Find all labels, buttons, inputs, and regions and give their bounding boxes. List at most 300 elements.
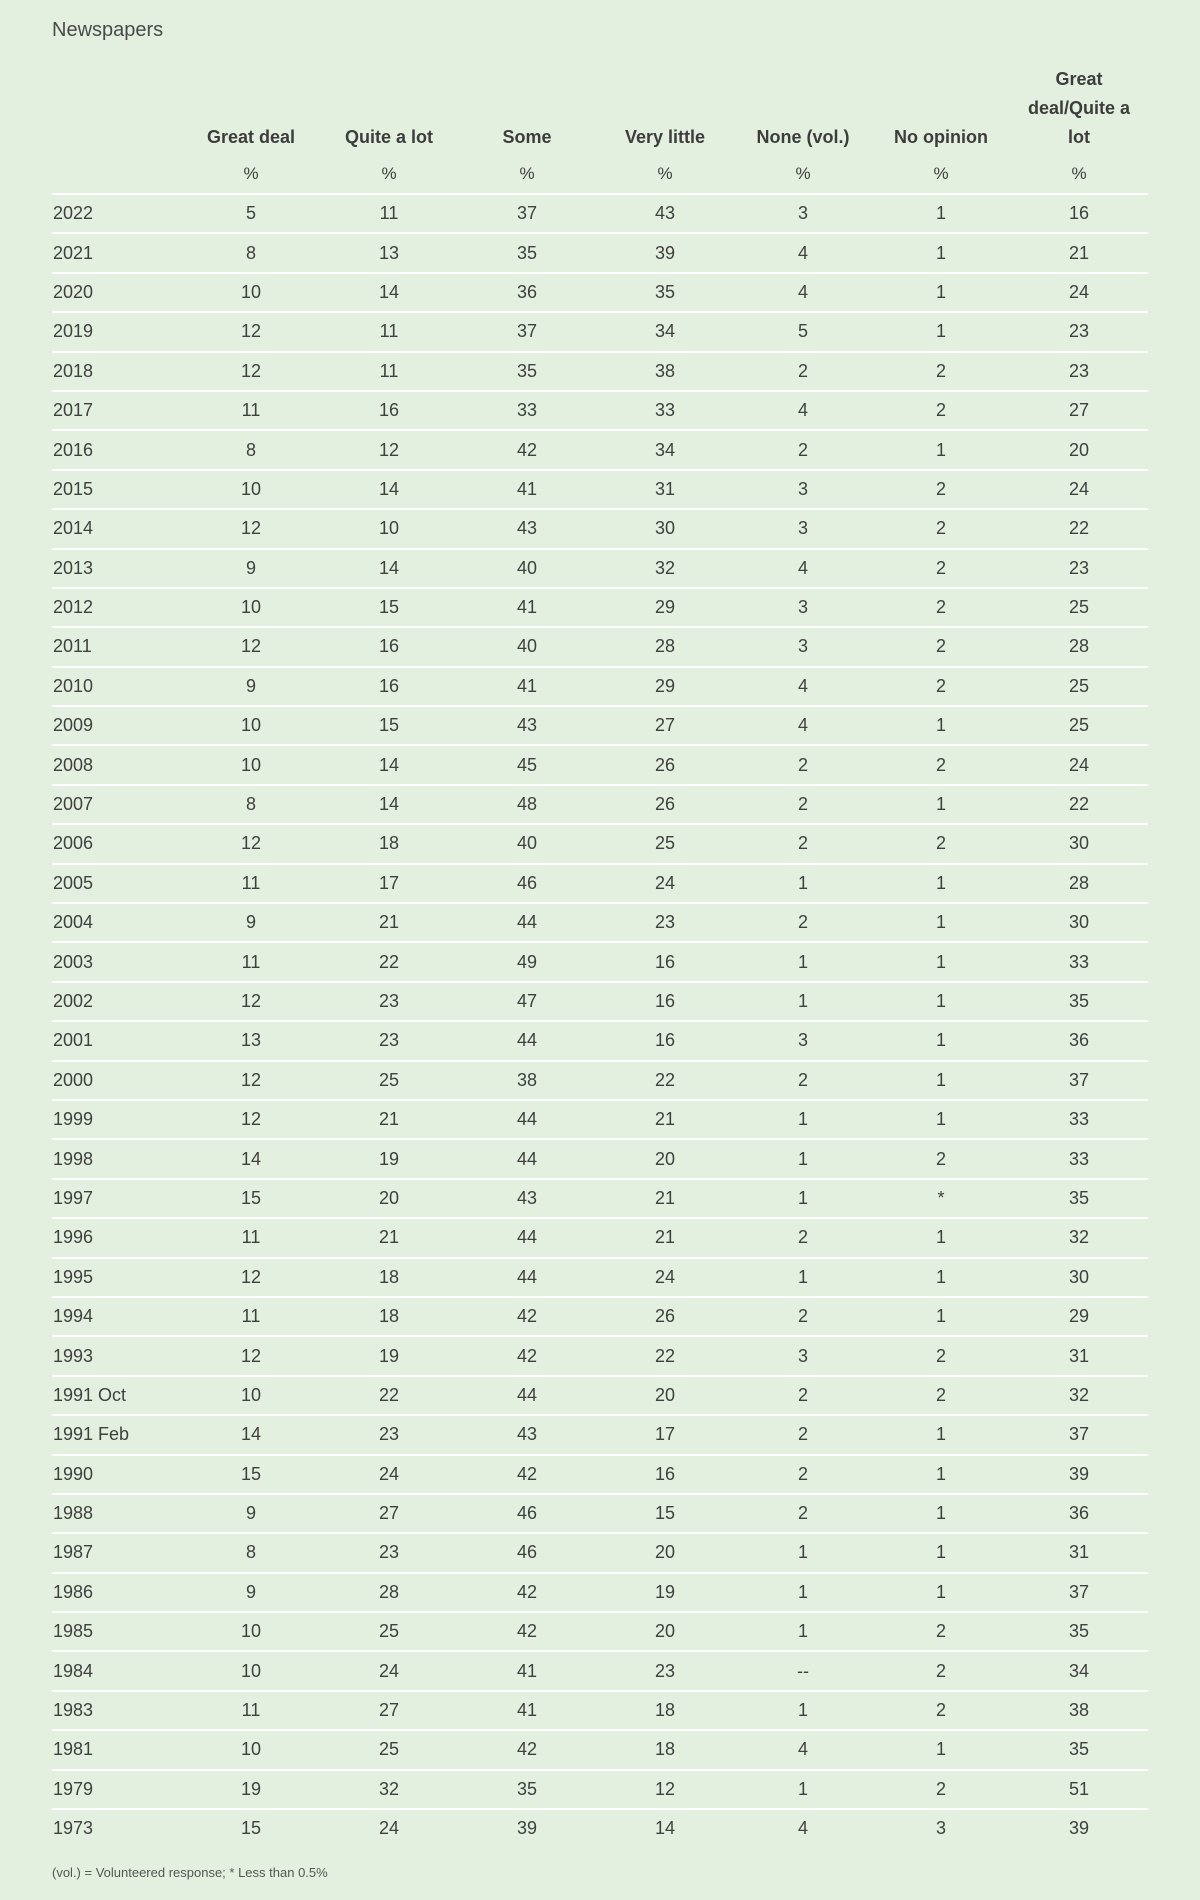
year-cell: 2018: [52, 352, 182, 391]
table-row: [52, 1770, 1148, 1809]
value-cell: 2: [734, 1494, 872, 1533]
value-cell: 39: [1010, 1455, 1148, 1494]
value-cell: 35: [1010, 1612, 1148, 1651]
value-cell: 29: [596, 667, 734, 706]
value-cell: 11: [182, 864, 320, 903]
value-cell: 22: [596, 1061, 734, 1100]
value-cell: 15: [182, 1179, 320, 1218]
year-cell: 1991 Oct: [52, 1376, 182, 1415]
value-cell: 1: [734, 864, 872, 903]
table-row: [52, 1809, 1148, 1847]
year-cell: 1973: [53, 1818, 94, 1839]
value-cell: 10: [182, 470, 320, 509]
value-cell: 8: [182, 1533, 320, 1572]
value-cell: 25: [320, 1730, 458, 1769]
value-cell: 26: [596, 1297, 734, 1336]
column-header: Great deal: [206, 127, 296, 147]
value-cell: 2: [872, 509, 1010, 548]
value-cell: 1: [734, 1612, 872, 1651]
value-cell: 2: [734, 1376, 872, 1415]
value-cell: 33: [1010, 1139, 1148, 1178]
table-header: [52, 64, 1148, 194]
table-row: [52, 824, 1148, 863]
value-cell: 12: [182, 312, 320, 351]
year-cell: 1981: [52, 1730, 182, 1769]
value-cell: 19: [182, 1770, 320, 1809]
value-cell: 10: [320, 509, 458, 548]
value-cell: 34: [1010, 1651, 1148, 1690]
year-cell: 2015: [52, 470, 182, 509]
value-cell: 39: [516, 1818, 538, 1839]
value-cell: 12: [596, 1770, 734, 1809]
value-cell: 4: [797, 1818, 808, 1839]
value-cell: 15: [240, 1818, 262, 1839]
value-cell: 1: [872, 1573, 1010, 1612]
value-cell: 40: [458, 549, 596, 588]
value-cell: 4: [734, 549, 872, 588]
value-cell: 44: [458, 1021, 596, 1060]
table-row: [52, 706, 1148, 745]
table-row: [52, 903, 1148, 942]
value-cell: 28: [1010, 627, 1148, 666]
value-cell: 35: [1010, 1179, 1148, 1218]
value-cell: 41: [458, 667, 596, 706]
value-cell: 2: [872, 549, 1010, 588]
year-cell: 1999: [52, 1100, 182, 1139]
value-cell: 18: [320, 1258, 458, 1297]
table-row: [52, 549, 1148, 588]
value-cell: 2: [872, 1376, 1010, 1415]
value-cell: 10: [182, 273, 320, 312]
value-cell: 1: [872, 1730, 1010, 1769]
unit-label: %: [596, 154, 734, 194]
column-header: [52, 64, 182, 154]
value-cell: 23: [320, 1021, 458, 1060]
value-cell: 14: [320, 785, 458, 824]
unit-row: [52, 154, 1148, 194]
value-cell: 37: [458, 194, 596, 233]
value-cell: 1: [872, 1415, 1010, 1454]
table-row: [52, 1258, 1148, 1297]
value-cell: 1: [872, 942, 1010, 981]
value-cell: 9: [182, 903, 320, 942]
unit-label: %: [734, 154, 872, 194]
value-cell: 35: [458, 233, 596, 272]
value-cell: 31: [1010, 1533, 1148, 1572]
value-cell: 14: [182, 1415, 320, 1454]
value-cell: 12: [182, 352, 320, 391]
value-cell: 29: [596, 588, 734, 627]
value-cell: 3: [734, 509, 872, 548]
value-cell: 43: [458, 509, 596, 548]
value-cell: 9: [182, 1494, 320, 1533]
value-cell: 3: [734, 627, 872, 666]
table-row: [52, 942, 1148, 981]
year-cell: 2010: [52, 667, 182, 706]
value-cell: 2: [734, 903, 872, 942]
year-cell: 2021: [52, 233, 182, 272]
value-cell: 14: [320, 273, 458, 312]
value-cell: 23: [1010, 352, 1148, 391]
value-cell: 1: [734, 1691, 872, 1730]
value-cell: 20: [320, 1179, 458, 1218]
value-cell: 30: [1010, 903, 1148, 942]
value-cell: 41: [458, 1691, 596, 1730]
value-cell: 2: [872, 824, 1010, 863]
value-cell: 42: [458, 1455, 596, 1494]
value-cell: 35: [458, 1770, 596, 1809]
value-cell: 26: [596, 745, 734, 784]
value-cell: 12: [182, 982, 320, 1021]
year-cell: 1993: [52, 1336, 182, 1375]
value-cell: 20: [596, 1139, 734, 1178]
value-cell: 21: [596, 1179, 734, 1218]
unit-label: [52, 154, 182, 194]
value-cell: 1: [872, 982, 1010, 1021]
value-cell: 23: [1010, 312, 1148, 351]
table-row: [52, 352, 1148, 391]
table-row: [52, 1139, 1148, 1178]
value-cell: 44: [458, 1100, 596, 1139]
value-cell: 34: [596, 312, 734, 351]
value-cell: 2: [734, 745, 872, 784]
year-cell: 2009: [52, 706, 182, 745]
value-cell: 47: [458, 982, 596, 1021]
value-cell: 16: [320, 667, 458, 706]
value-cell: 25: [320, 1612, 458, 1651]
year-cell: 2012: [52, 588, 182, 627]
value-cell: 4: [734, 233, 872, 272]
column-header: No opinion: [894, 127, 988, 147]
value-cell: 21: [320, 1100, 458, 1139]
year-cell: 2000: [52, 1061, 182, 1100]
value-cell: 43: [596, 194, 734, 233]
value-cell: 33: [596, 391, 734, 430]
value-cell: 45: [458, 745, 596, 784]
value-cell: 21: [1010, 233, 1148, 272]
value-cell: 3: [935, 1818, 946, 1839]
value-cell: 36: [458, 273, 596, 312]
value-cell: 16: [596, 1455, 734, 1494]
table-row: [52, 1651, 1148, 1690]
table-row: [52, 1533, 1148, 1572]
table-row: [52, 745, 1148, 784]
value-cell: 42: [458, 1336, 596, 1375]
value-cell: 2: [734, 1455, 872, 1494]
value-cell: 23: [1010, 549, 1148, 588]
year-cell: 1984: [52, 1651, 182, 1690]
value-cell: 44: [458, 903, 596, 942]
unit-label: %: [1010, 154, 1148, 194]
unit-label: %: [320, 154, 458, 194]
value-cell: 24: [596, 864, 734, 903]
value-cell: 1: [872, 1100, 1010, 1139]
table-row: [52, 1730, 1148, 1769]
value-cell: 4: [734, 706, 872, 745]
value-cell: 8: [182, 430, 320, 469]
table-row: [52, 1021, 1148, 1060]
value-cell: 24: [320, 1455, 458, 1494]
value-cell: 4: [734, 667, 872, 706]
value-cell: 1: [734, 942, 872, 981]
table-row: [52, 391, 1148, 430]
value-cell: 10: [182, 745, 320, 784]
value-cell: 16: [320, 627, 458, 666]
value-cell: 43: [458, 1415, 596, 1454]
year-cell: 1998: [52, 1139, 182, 1178]
year-cell: 2014: [52, 509, 182, 548]
value-cell: 20: [596, 1533, 734, 1572]
value-cell: 2: [734, 1297, 872, 1336]
column-header: Great deal/Quite a lot: [1027, 69, 1131, 147]
value-cell: 1: [734, 1770, 872, 1809]
value-cell: 27: [1010, 391, 1148, 430]
value-cell: 34: [596, 430, 734, 469]
value-cell: 46: [458, 864, 596, 903]
value-cell: 29: [1010, 1297, 1148, 1336]
value-cell: 44: [458, 1258, 596, 1297]
value-cell: 21: [320, 1218, 458, 1257]
year-cell: 2013: [52, 549, 182, 588]
value-cell: 2: [734, 1218, 872, 1257]
value-cell: 16: [596, 982, 734, 1021]
year-cell: 2003: [52, 942, 182, 981]
value-cell: 3: [734, 470, 872, 509]
value-cell: 37: [1010, 1061, 1148, 1100]
table-row: [52, 627, 1148, 666]
value-cell: 23: [596, 903, 734, 942]
unit-label: %: [182, 154, 320, 194]
value-cell: 14: [654, 1818, 676, 1839]
value-cell: 11: [320, 312, 458, 351]
value-cell: 1: [734, 982, 872, 1021]
value-cell: 10: [182, 1612, 320, 1651]
value-cell: 1: [872, 194, 1010, 233]
value-cell: 11: [320, 194, 458, 233]
value-cell: 3: [734, 194, 872, 233]
value-cell: 8: [182, 785, 320, 824]
value-cell: 42: [458, 1730, 596, 1769]
value-cell: 2: [872, 1651, 1010, 1690]
value-cell: 4: [734, 1730, 872, 1769]
value-cell: 30: [1010, 824, 1148, 863]
value-cell: 14: [320, 745, 458, 784]
value-cell: 38: [1010, 1691, 1148, 1730]
value-cell: 16: [1010, 194, 1148, 233]
value-cell: 26: [596, 785, 734, 824]
value-cell: 22: [320, 1376, 458, 1415]
value-cell: 12: [320, 430, 458, 469]
value-cell: 2: [872, 391, 1010, 430]
year-cell: 2002: [52, 982, 182, 1021]
column-header: None (vol.): [756, 127, 850, 147]
value-cell: 39: [596, 233, 734, 272]
value-cell: 3: [734, 588, 872, 627]
value-cell: 28: [320, 1573, 458, 1612]
value-cell: 1: [872, 1297, 1010, 1336]
value-cell: 24: [1010, 470, 1148, 509]
value-cell: 1: [872, 1494, 1010, 1533]
value-cell: 23: [596, 1651, 734, 1690]
value-cell: 2: [872, 1139, 1010, 1178]
value-cell: 20: [596, 1612, 734, 1651]
value-cell: 1: [872, 1258, 1010, 1297]
value-cell: 37: [1010, 1415, 1148, 1454]
value-cell: 1: [872, 1533, 1010, 1572]
value-cell: 32: [320, 1770, 458, 1809]
value-cell: 38: [596, 352, 734, 391]
value-cell: 1: [734, 1139, 872, 1178]
table-row: [52, 1415, 1148, 1454]
value-cell: 12: [182, 824, 320, 863]
value-cell: 2: [872, 352, 1010, 391]
newspapers-table: [52, 64, 1148, 1847]
table-title: Newspapers: [52, 19, 164, 41]
value-cell: 35: [458, 352, 596, 391]
value-cell: 2: [734, 430, 872, 469]
value-cell: 3: [734, 1021, 872, 1060]
value-cell: 2: [872, 1336, 1010, 1375]
year-cell: 1996: [52, 1218, 182, 1257]
value-cell: 23: [320, 982, 458, 1021]
value-cell: 10: [182, 588, 320, 627]
table-row: [52, 233, 1148, 272]
value-cell: 28: [596, 627, 734, 666]
year-cell: 1986: [52, 1573, 182, 1612]
value-cell: 15: [182, 1455, 320, 1494]
value-cell: 9: [182, 549, 320, 588]
value-cell: 25: [1010, 667, 1148, 706]
value-cell: 3: [734, 1336, 872, 1375]
value-cell: 9: [182, 667, 320, 706]
value-cell: 1: [734, 1533, 872, 1572]
value-cell: 2: [872, 588, 1010, 627]
value-cell: 12: [182, 1061, 320, 1100]
value-cell: 27: [320, 1494, 458, 1533]
value-cell: 15: [320, 706, 458, 745]
value-cell: 16: [596, 1021, 734, 1060]
year-cell: 2022: [52, 194, 182, 233]
value-cell: 1: [872, 706, 1010, 745]
value-cell: 33: [1010, 942, 1148, 981]
value-cell: 1: [872, 903, 1010, 942]
value-cell: 5: [734, 312, 872, 351]
value-cell: 12: [182, 627, 320, 666]
table-row: [52, 864, 1148, 903]
value-cell: 1: [734, 1573, 872, 1612]
column-header: Some: [502, 127, 552, 147]
value-cell: 1: [872, 864, 1010, 903]
value-cell: 20: [596, 1376, 734, 1415]
value-cell: 1: [872, 312, 1010, 351]
value-cell: 43: [458, 1179, 596, 1218]
value-cell: 11: [182, 1218, 320, 1257]
value-cell: 19: [320, 1336, 458, 1375]
year-cell: 1988: [52, 1494, 182, 1533]
table-row: [52, 1100, 1148, 1139]
value-cell: 8: [182, 233, 320, 272]
value-cell: 2: [734, 352, 872, 391]
value-cell: 46: [458, 1533, 596, 1572]
table-row: [52, 1573, 1148, 1612]
value-cell: 14: [320, 470, 458, 509]
value-cell: 32: [1010, 1376, 1148, 1415]
value-cell: 23: [320, 1533, 458, 1572]
value-cell: 14: [320, 549, 458, 588]
value-cell: 35: [1010, 1730, 1148, 1769]
table-row: [52, 194, 1148, 233]
value-cell: 32: [596, 549, 734, 588]
table-row: [52, 1218, 1148, 1257]
value-cell: 24: [378, 1818, 400, 1839]
value-cell: 33: [458, 391, 596, 430]
value-cell: 37: [1010, 1573, 1148, 1612]
value-cell: 2: [872, 1770, 1010, 1809]
table-row: [52, 273, 1148, 312]
year-cell: 1995: [52, 1258, 182, 1297]
value-cell: *: [872, 1179, 1010, 1218]
value-cell: 1: [872, 430, 1010, 469]
value-cell: 38: [458, 1061, 596, 1100]
year-cell: 2001: [52, 1021, 182, 1060]
value-cell: 16: [320, 391, 458, 430]
value-cell: 12: [182, 1258, 320, 1297]
value-cell: 25: [1010, 588, 1148, 627]
value-cell: 22: [596, 1336, 734, 1375]
value-cell: 25: [320, 1061, 458, 1100]
value-cell: 2: [734, 1415, 872, 1454]
year-cell: 1997: [52, 1179, 182, 1218]
value-cell: 24: [1010, 273, 1148, 312]
value-cell: 44: [458, 1218, 596, 1257]
table-row: [52, 470, 1148, 509]
value-cell: 1: [872, 233, 1010, 272]
table-body: [52, 194, 1148, 1847]
value-cell: 11: [182, 1691, 320, 1730]
value-cell: 18: [320, 1297, 458, 1336]
value-cell: 31: [596, 470, 734, 509]
value-cell: 1: [734, 1100, 872, 1139]
value-cell: --: [734, 1651, 872, 1690]
value-cell: 21: [596, 1100, 734, 1139]
unit-label: %: [458, 154, 596, 194]
year-cell: 2020: [52, 273, 182, 312]
value-cell: 21: [320, 903, 458, 942]
year-cell: 1991 Feb: [52, 1415, 182, 1454]
value-cell: 35: [1010, 982, 1148, 1021]
value-cell: 2: [734, 1061, 872, 1100]
year-cell: 2011: [52, 627, 182, 666]
value-cell: 1: [872, 785, 1010, 824]
value-cell: 32: [1010, 1218, 1148, 1257]
value-cell: 1: [872, 1021, 1010, 1060]
table-row: [52, 509, 1148, 548]
value-cell: 4: [734, 391, 872, 430]
value-cell: 2: [734, 785, 872, 824]
value-cell: 9: [182, 1573, 320, 1612]
value-cell: 48: [458, 785, 596, 824]
value-cell: 1: [734, 1258, 872, 1297]
year-cell: 2004: [52, 903, 182, 942]
value-cell: 21: [596, 1218, 734, 1257]
value-cell: 42: [458, 1297, 596, 1336]
year-cell: 2008: [52, 745, 182, 784]
table-row: [52, 1376, 1148, 1415]
value-cell: 5: [182, 194, 320, 233]
value-cell: 2: [872, 627, 1010, 666]
table-row: [52, 312, 1148, 351]
value-cell: 39: [1068, 1818, 1090, 1839]
